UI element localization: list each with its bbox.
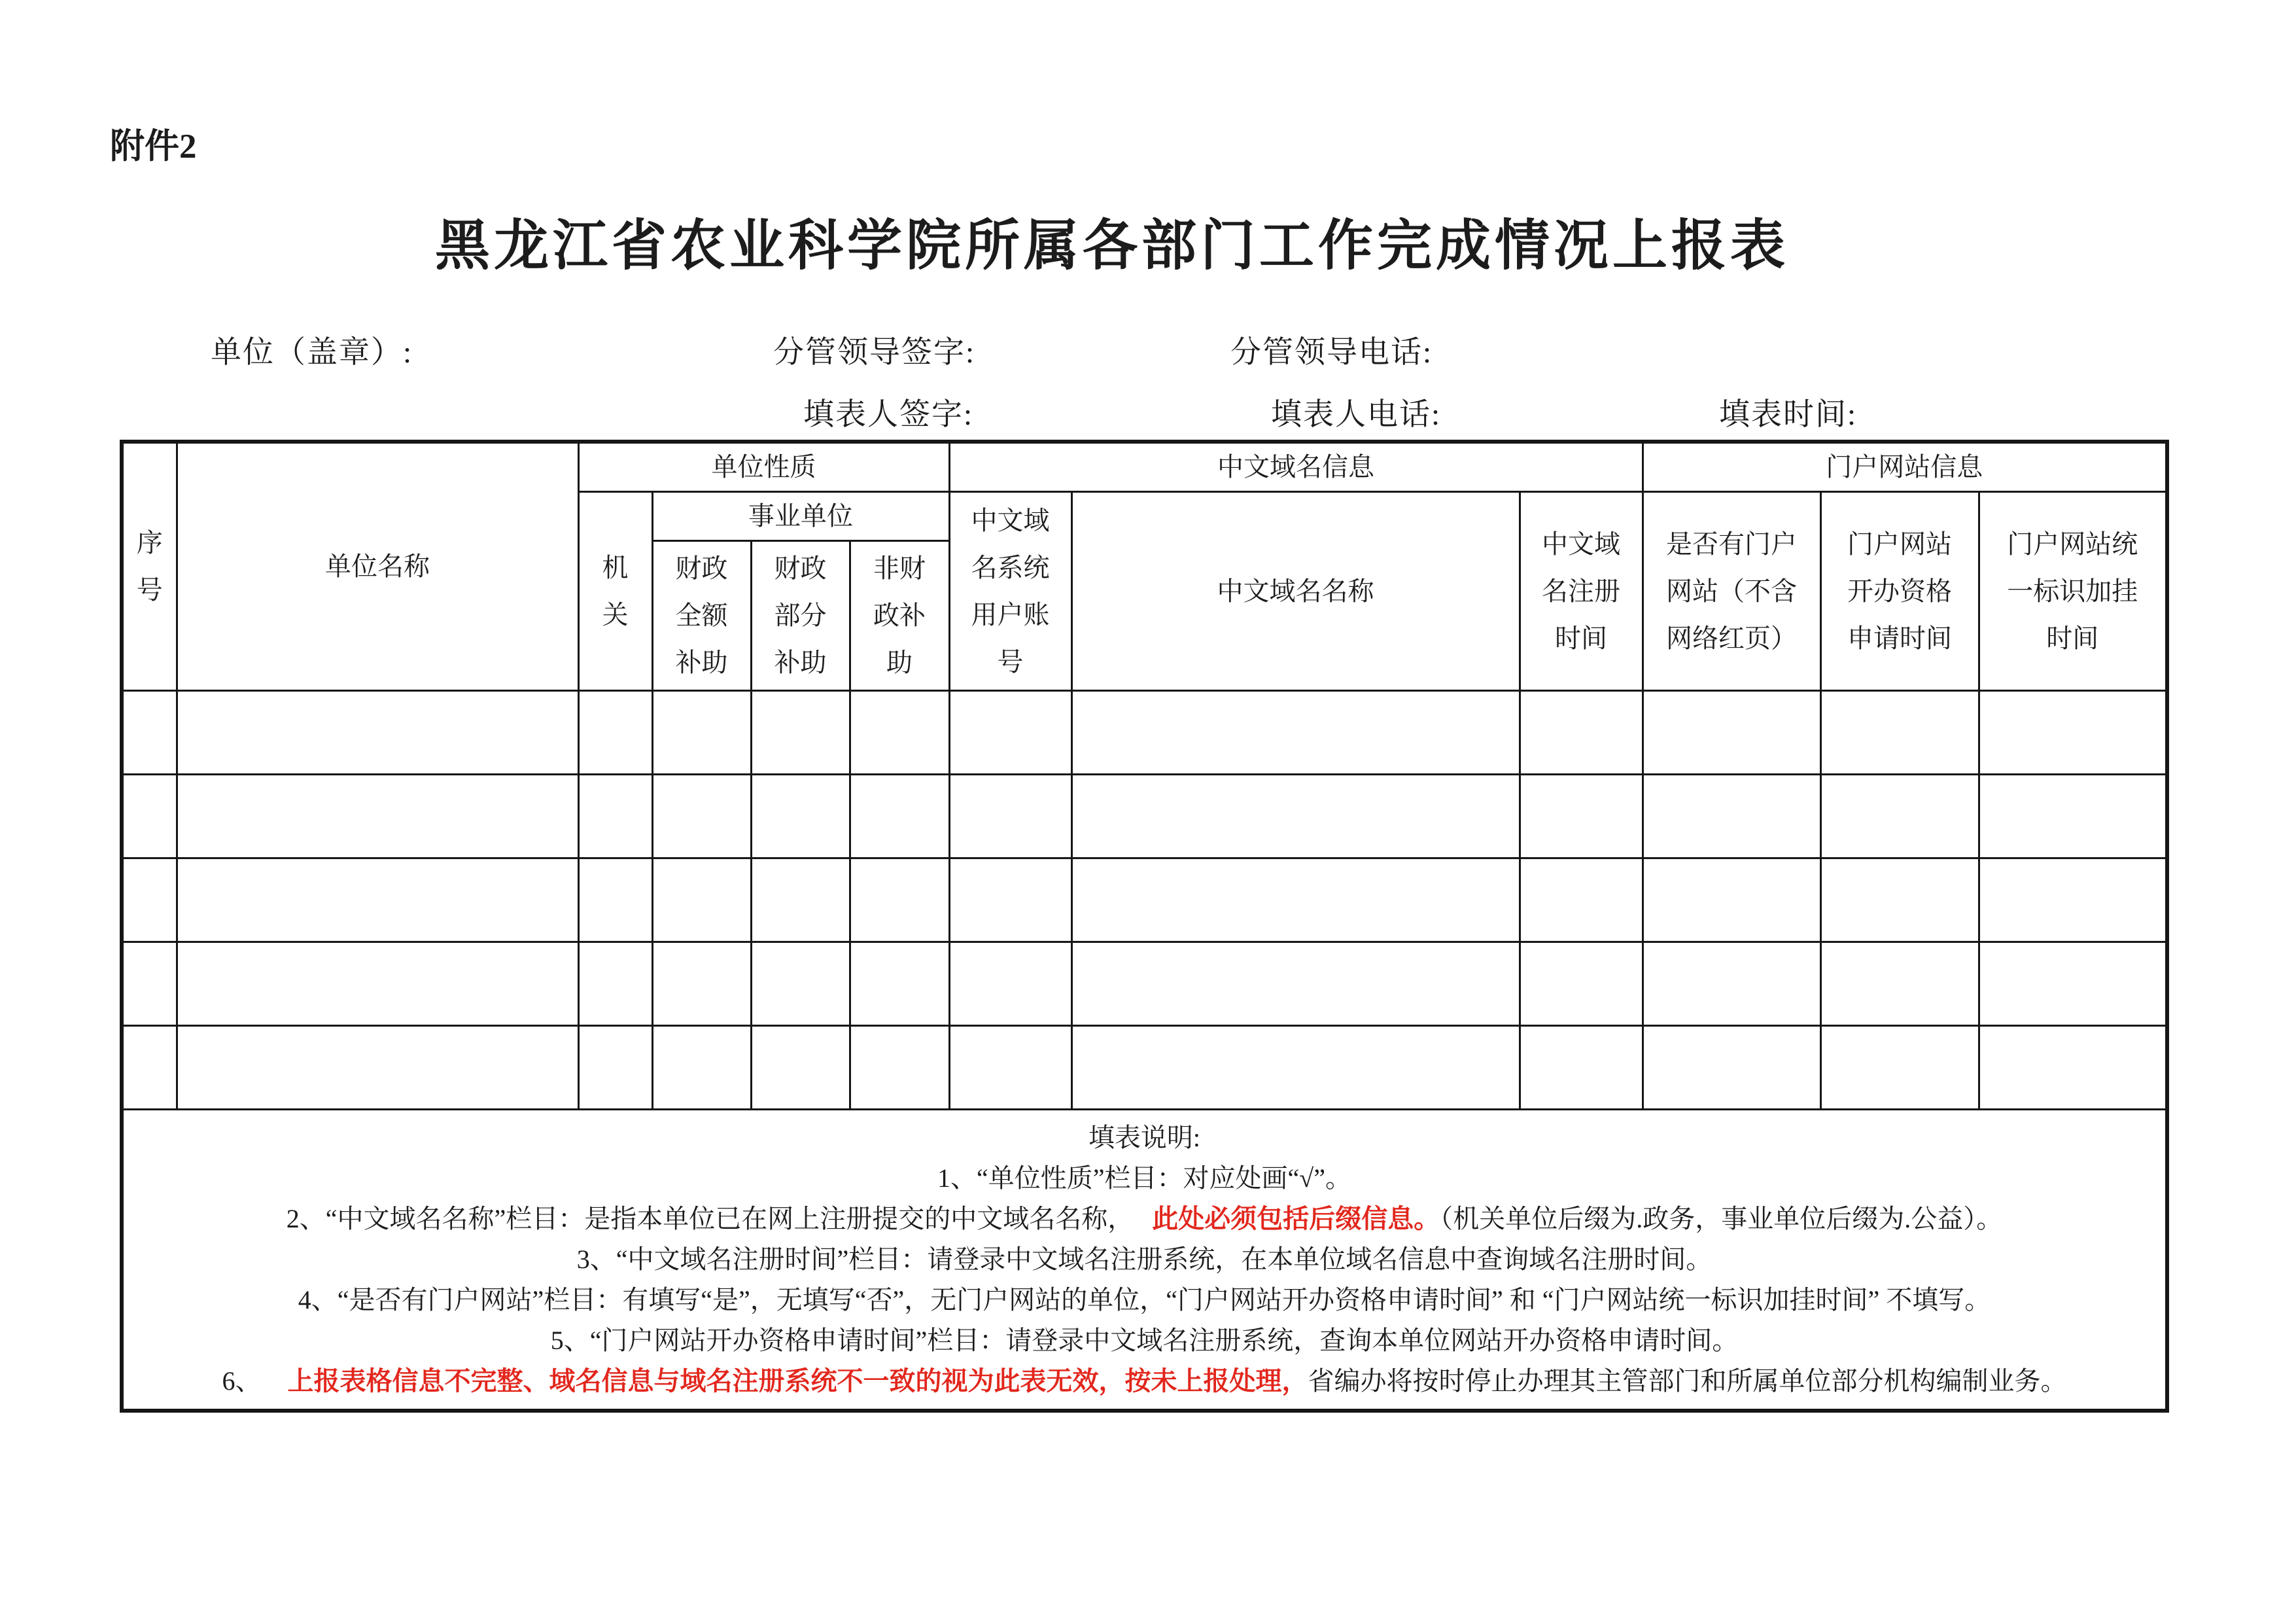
group-portal-info-label: 门户网站信息	[1826, 452, 1983, 482]
table-row	[122, 858, 2167, 942]
header-row-1	[122, 442, 2167, 492]
group-shiye-label: 事业单位	[748, 501, 853, 531]
empty-cell	[1820, 858, 1979, 942]
note-segment: （机关单位后缀为.政务，事业单位后缀为.公益）。	[1440, 1203, 2003, 1233]
table-row	[122, 691, 2167, 775]
group-domain-info-header	[949, 442, 1643, 492]
empty-cell	[1979, 1026, 2167, 1110]
note-line	[124, 1280, 2165, 1320]
col-portal-mark-label: 门户网站统一标识加挂时间	[2007, 529, 2138, 653]
empty-cell	[1643, 942, 1820, 1026]
notes-heading: 填表说明:	[1088, 1122, 1201, 1152]
empty-cell	[751, 775, 850, 858]
col-portal-has-header	[1643, 492, 1820, 691]
col-portal-apply-label: 门户网站开办资格申请时间	[1847, 529, 1952, 653]
notes-row	[122, 1110, 2167, 1411]
empty-cell	[1643, 1026, 1820, 1110]
empty-cell	[1520, 942, 1643, 1026]
empty-cell	[850, 691, 949, 775]
empty-cell	[751, 691, 850, 775]
col-seq-label: 序号	[136, 528, 163, 605]
empty-cell	[652, 942, 751, 1026]
col-domain-name-header	[1071, 492, 1520, 691]
col-non-subsidy-header	[850, 541, 949, 691]
empty-cell	[652, 691, 751, 775]
empty-cell	[949, 691, 1071, 775]
note-segment: 5、“门户网站开办资格申请时间”栏目：请登录中文域名注册系统，查询本单位网站开办资格申请时间。	[550, 1325, 1739, 1355]
note-line	[124, 1158, 2165, 1199]
table-row	[122, 1026, 2167, 1110]
attachment-label: 附件2	[110, 128, 197, 166]
note-segment: 4、“是否有门户网站”栏目：有填写“是”，无填写“否”，无门户网站的单位，“门户网站开办资格申请时间” 和 “门户网站统一标识加挂时间” 不填写。	[298, 1284, 1991, 1315]
empty-cell	[1979, 942, 2167, 1026]
empty-cell	[1520, 775, 1643, 858]
empty-cell	[1071, 942, 1520, 1026]
empty-cell	[177, 775, 578, 858]
empty-cell	[1643, 691, 1820, 775]
col-unit-name-header	[177, 442, 578, 691]
empty-cell	[751, 942, 850, 1026]
note-segment: 6、	[222, 1366, 262, 1396]
empty-cell	[122, 775, 177, 858]
empty-cell	[949, 775, 1071, 858]
note-line	[124, 1239, 2165, 1280]
empty-cell	[652, 1026, 751, 1110]
empty-cell	[850, 775, 949, 858]
filler-phone-label: 填表人电话:	[1271, 398, 1442, 432]
empty-cell	[1520, 858, 1643, 942]
empty-cell	[1820, 775, 1979, 858]
col-domain-name-label: 中文域名名称	[1217, 576, 1374, 606]
col-portal-has-label: 是否有门户网站（不含网络红页）	[1666, 529, 1797, 653]
empty-cell	[1820, 942, 1979, 1026]
col-jiguan-header	[578, 492, 652, 691]
empty-cell	[949, 942, 1071, 1026]
filler-sign-label: 填表人签字:	[803, 398, 974, 432]
note-line	[124, 1320, 2165, 1361]
empty-cell	[1071, 858, 1520, 942]
empty-cell	[850, 858, 949, 942]
empty-cell	[578, 1026, 652, 1110]
empty-cell	[177, 691, 578, 775]
empty-cell	[1979, 858, 2167, 942]
note-segment: 3、“中文域名注册时间”栏目：请登录中文域名注册系统，在本单位域名信息中查询域名注册时间。	[576, 1244, 1713, 1274]
col-domain-regtime-label: 中文域名注册时间	[1542, 529, 1620, 653]
empty-cell	[578, 942, 652, 1026]
empty-cell	[578, 691, 652, 775]
empty-cell	[652, 858, 751, 942]
empty-cell	[122, 858, 177, 942]
empty-cell	[949, 858, 1071, 942]
empty-cell	[850, 942, 949, 1026]
empty-cell	[122, 942, 177, 1026]
note-segment: 2、“中文域名名称”栏目：是指本单位已在网上注册提交的中文域名名称，	[286, 1203, 1134, 1233]
group-unit-nature-header	[578, 442, 949, 492]
empty-cell	[850, 1026, 949, 1110]
empty-cell	[1520, 691, 1643, 775]
col-partial-subsidy-label: 财政部分补助	[774, 554, 827, 677]
col-domain-account-label: 中文域名系统用户账号	[971, 505, 1050, 677]
col-portal-apply-header	[1820, 492, 1979, 691]
empty-cell	[578, 775, 652, 858]
group-domain-info-label: 中文域名信息	[1217, 452, 1374, 482]
empty-cell	[1643, 858, 1820, 942]
empty-cell	[751, 1026, 850, 1110]
unit-seal-label: 单位（盖章）:	[211, 336, 413, 370]
empty-cell	[1979, 775, 2167, 858]
empty-cell	[1520, 1026, 1643, 1110]
col-non-subsidy-label: 非财政补助	[873, 554, 926, 677]
note-line	[124, 1199, 2165, 1239]
empty-cell	[1071, 1026, 1520, 1110]
col-partial-subsidy-header	[751, 541, 850, 691]
col-unit-name-label: 单位名称	[325, 552, 430, 581]
empty-cell	[578, 858, 652, 942]
table-row	[122, 942, 2167, 1026]
empty-cell	[1071, 775, 1520, 858]
empty-cell	[1820, 1026, 1979, 1110]
col-jiguan-label: 机关	[602, 552, 629, 629]
page-title: 黑龙江省农业科学院所属各部门工作完成情况上报表	[434, 216, 1789, 277]
group-unit-nature-label: 单位性质	[711, 452, 816, 482]
empty-cell	[1643, 775, 1820, 858]
col-domain-account-header	[949, 492, 1071, 691]
col-seq-header	[122, 442, 177, 691]
group-portal-info-header	[1643, 442, 2167, 492]
report-table	[120, 440, 2169, 1413]
col-domain-regtime-header	[1520, 492, 1643, 691]
empty-cell	[1820, 691, 1979, 775]
empty-cell	[751, 858, 850, 942]
empty-cell	[1979, 691, 2167, 775]
empty-cell	[949, 1026, 1071, 1110]
notes-section	[122, 1110, 2167, 1411]
empty-cell	[177, 942, 578, 1026]
empty-cell	[652, 775, 751, 858]
leader-phone-label: 分管领导电话:	[1230, 336, 1433, 370]
note-segment: 1、“单位性质”栏目：对应处画“√”。	[937, 1163, 1351, 1193]
group-shiye-header	[652, 492, 949, 541]
col-full-subsidy-header	[652, 541, 751, 691]
note-segment-red: 上报表格信息不完整、域名信息与域名注册系统不一致的视为此表无效，按未上报处理，	[287, 1366, 1308, 1396]
table-row	[122, 775, 2167, 858]
empty-cell	[122, 1026, 177, 1110]
note-line	[124, 1361, 2165, 1402]
empty-cell	[1071, 691, 1520, 775]
empty-cell	[122, 691, 177, 775]
empty-cell	[177, 1026, 578, 1110]
col-full-subsidy-label: 财政全额补助	[675, 554, 728, 677]
leader-sign-label: 分管领导签字:	[773, 336, 976, 370]
fill-time-label: 填表时间:	[1719, 398, 1858, 432]
note-segment: 省编办将按时停止办理其主管部门和所属单位部分机构编制业务。	[1308, 1366, 2067, 1396]
empty-cell	[177, 858, 578, 942]
col-portal-mark-header	[1979, 492, 2167, 691]
note-segment-red: 此处必须包括后缀信息。	[1152, 1203, 1440, 1233]
